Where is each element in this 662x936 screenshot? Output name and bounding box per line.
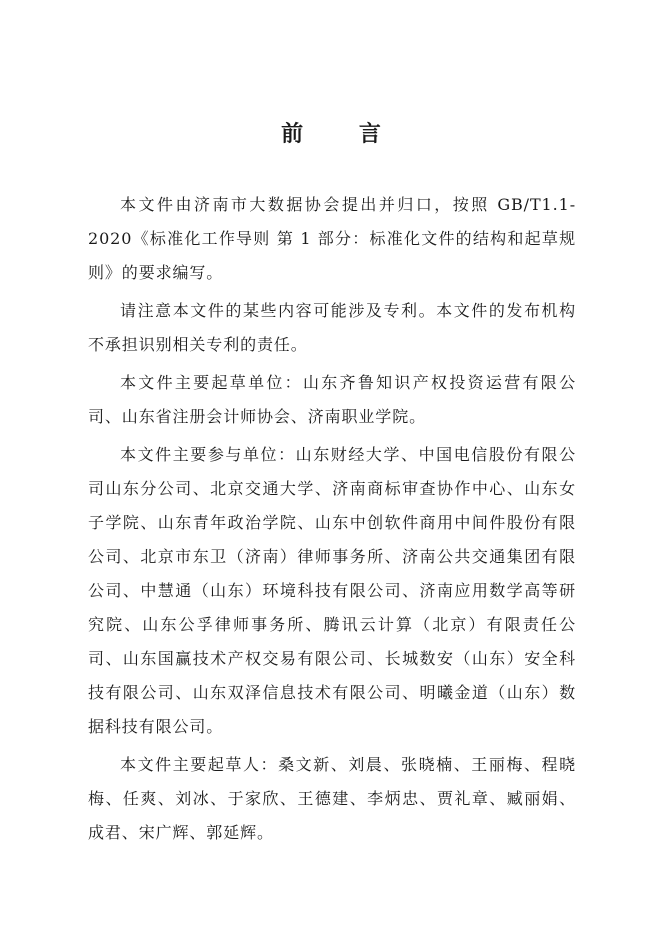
paragraph-standard-basis: 本文件由济南市大数据协会提出并归口，按照 GB/T1.1-2020《标准化工作导则 第 1 部分：标准化文件的结构和起草规则》的要求编写。	[88, 195, 576, 282]
paragraph-patent-notice: 请注意本文件的某些内容可能涉及专利。本文件的发布机构不承担识别相关专利的责任。	[88, 301, 576, 354]
paragraph-drafters: 本文件主要起草人：桑文新、刘晨、张晓楠、王丽梅、程晓梅、任爽、刘冰、于家欣、王德建、李炳忠、贾礼章、臧丽娟、成君、宋广辉、郭延辉。	[88, 755, 576, 842]
paragraph-drafting-units: 本文件主要起草单位：山东齐鲁知识产权投资运营有限公司、山东省注册会计师协会、济南职业学院。	[88, 373, 576, 426]
page-title: 前 言	[281, 121, 405, 147]
paragraph-participating-units: 本文件主要参与单位：山东财经大学、中国电信股份有限公司山东分公司、北京交通大学、济南商标审查协作中心、山东女子学院、山东青年政治学院、山东中创软件商用中间件股份有限公司、北京市东卫（济南）律师事务所、济南公共交通集团有限公司、中慧通（山东）环境科技有限公司、济南应用数学高等研究院、山东公孚律师事务所、腾讯云计算（北京）有限责任公司、山东国赢技术产权交易有限公司、长城数安（山东）安全科技有限公司、山东双泽信息技术有限公司、明曦金道（山东）数据科技有限公司。	[88, 445, 576, 736]
foreword-body	[88, 188, 576, 854]
